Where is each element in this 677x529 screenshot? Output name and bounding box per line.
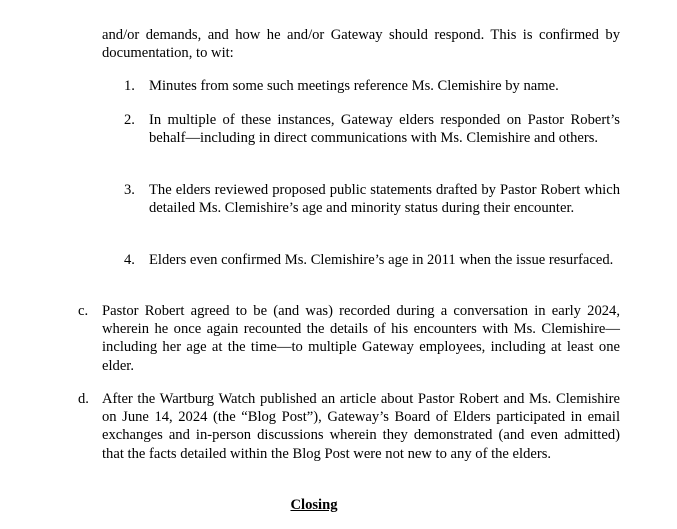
closing-heading: Closing [290, 497, 338, 513]
item-marker: c. [78, 303, 89, 319]
item-marker: 4. [124, 252, 135, 268]
numbered-item-1 [124, 77, 620, 95]
item-text: In multiple of these instances, Gateway elders responded on Pastor Robert’s behalf—including in direct communications with Ms. Clemishire and others. [149, 112, 620, 147]
item-text: Pastor Robert agreed to be (and was) recorded during a conversation in early 2024, wherein he once again recounted the details of his encounters with Ms. Clemishire—including her age at the time—to multiple Gateway employees, including at least one elder. [102, 303, 620, 374]
numbered-item-2 [124, 111, 620, 147]
intro-paragraph: and/or demands, and how he and/or Gateway should respond. This is confirmed by documentation, to wit: [102, 27, 620, 62]
item-text: The elders reviewed proposed public statements drafted by Pastor Robert which detailed Ms. Clemishire’s age and minority status during their encounter. [149, 182, 620, 217]
lettered-item-c [78, 302, 620, 375]
numbered-item-3 [124, 181, 620, 217]
item-marker: 2. [124, 112, 135, 128]
item-marker: 1. [124, 78, 135, 94]
item-text: After the Wartburg Watch published an article about Pastor Robert and Ms. Clemishire on June 14, 2024 (the “Blog Post”), Gateway’s Board of Elders participated in email exchanges and in-person discussions wherein they demonstrated (and even admitted) that the facts detailed within the Blog Post were not new to any of the elders. [102, 391, 620, 462]
item-marker: 3. [124, 182, 135, 198]
numbered-item-4 [124, 251, 620, 269]
item-marker: d. [78, 391, 89, 407]
item-text: Minutes from some such meetings reference Ms. Clemishire by name. [149, 78, 559, 94]
item-text: Elders even confirmed Ms. Clemishire’s age in 2011 when the issue resurfaced. [149, 252, 614, 268]
lettered-item-d [78, 390, 620, 463]
